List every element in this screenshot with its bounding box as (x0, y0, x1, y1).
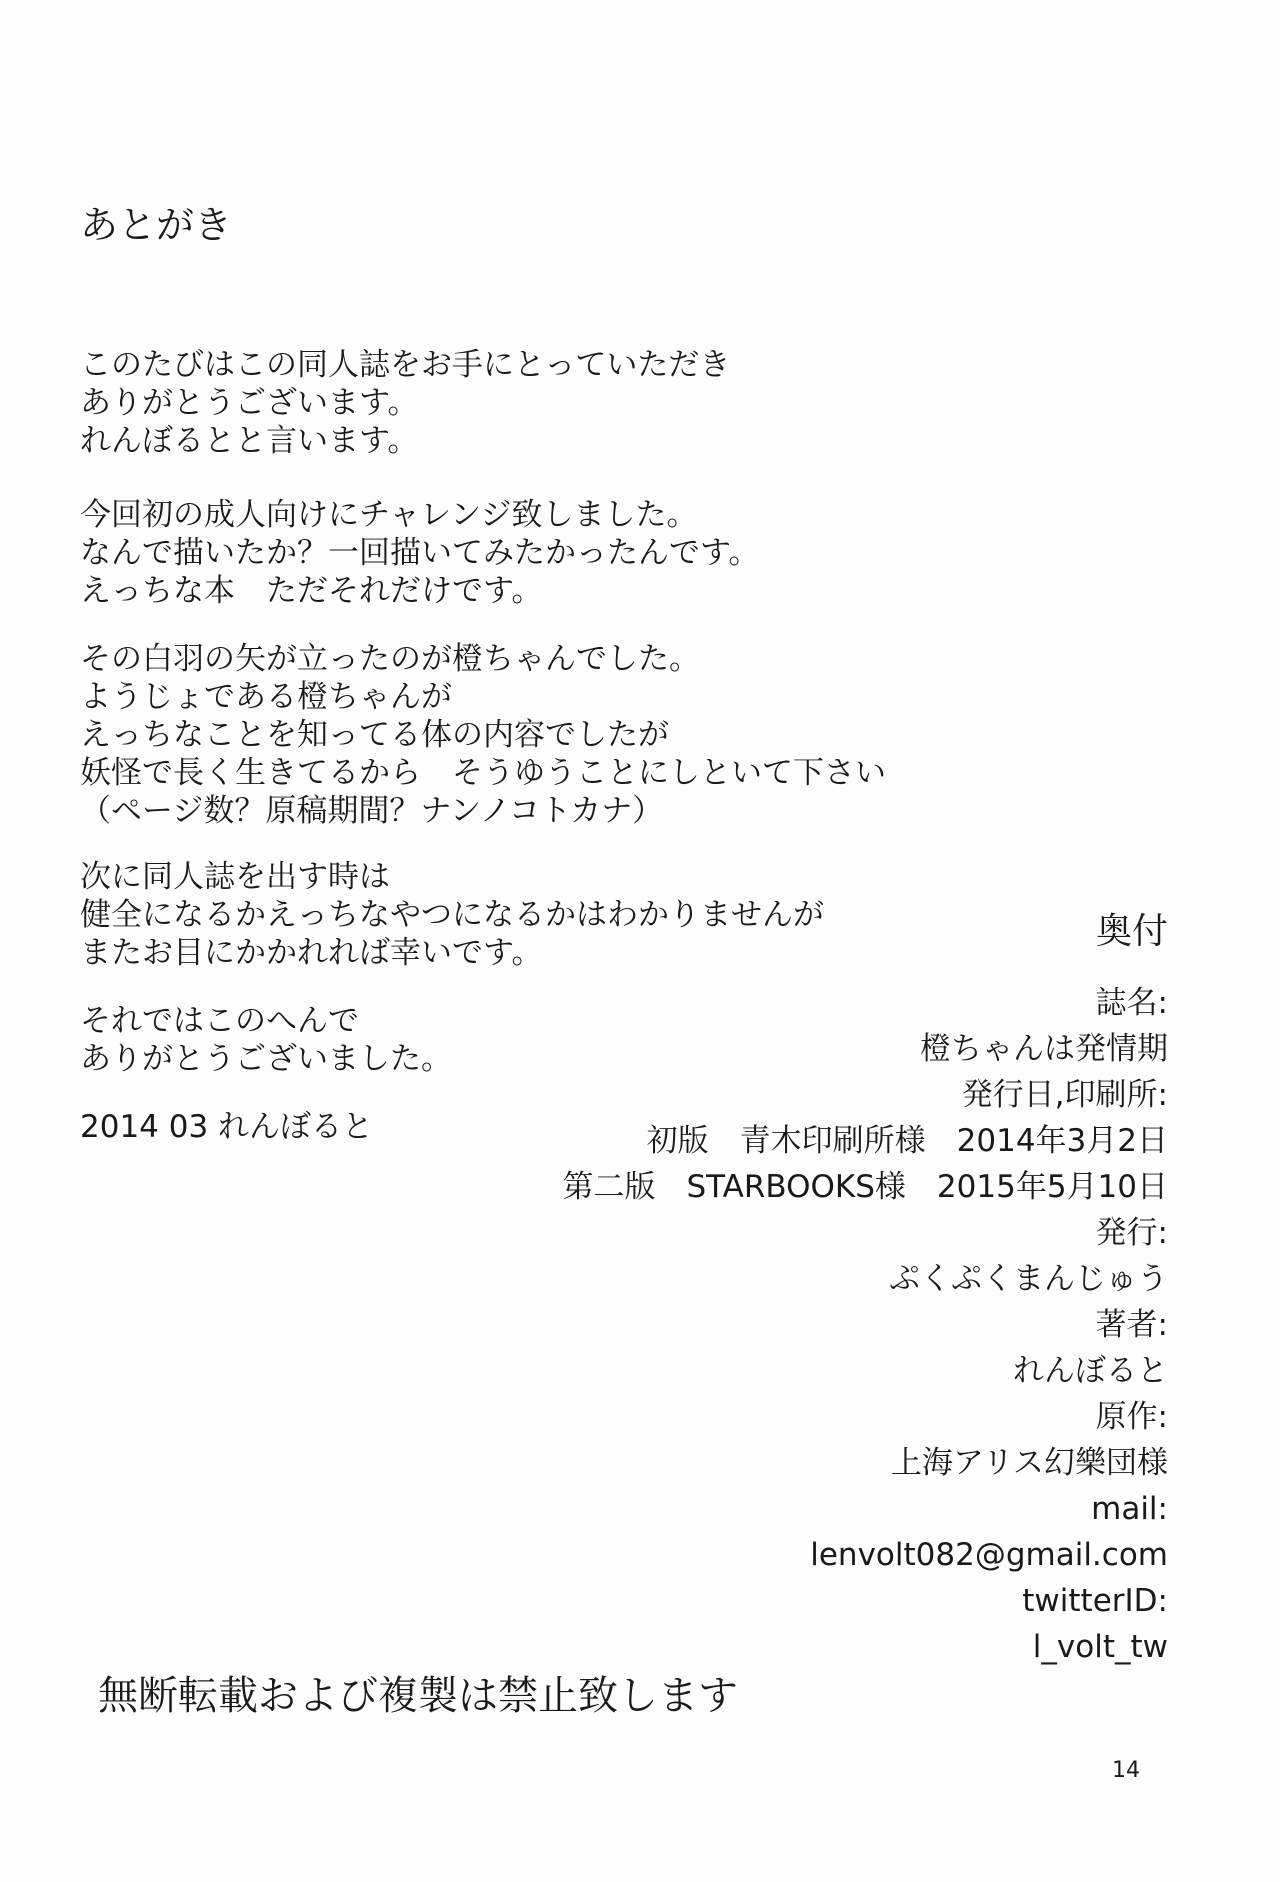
afterword-line: えっちなことを知ってる体の内容でしたが (80, 717, 669, 753)
afterword-heading: あとがき (80, 203, 233, 247)
colophon-value: 初版 青木印刷所様 2014年3月2日 (646, 1123, 1168, 1159)
afterword-line: このたびはこの同人誌をお手にとっていただき (80, 347, 731, 383)
afterword-line: ようじょである橙ちゃんが (80, 679, 452, 715)
afterword-line: えっちな本 ただそれだけです。 (80, 573, 543, 609)
afterword-line: 次に同人誌を出す時は (80, 859, 390, 895)
colophon-value: 第二版 STARBOOKS様 2015年5月10日 (562, 1169, 1168, 1205)
colophon-label: 発行: (1095, 1215, 1168, 1251)
colophon-value: 上海アリス幻樂団様 (890, 1445, 1168, 1481)
afterword-line: ありがとうございました。 (80, 1041, 452, 1077)
afterword-line: ありがとうございます。 (80, 385, 419, 421)
afterword-line: 健全になるかえっちなやつになるかはわかりませんが (80, 897, 824, 933)
colophon-label: 誌名: (1095, 985, 1168, 1021)
colophon-email: lenvolt082@gmail.com (810, 1537, 1168, 1573)
afterword-line: （ページ数？原稿期間？ナンノコトカナ） (80, 793, 664, 829)
colophon-label: mail: (1091, 1491, 1168, 1527)
afterword-line: 今回初の成人向けにチャレンジ致しました。 (80, 497, 698, 533)
colophon-title: 奥付 (1095, 911, 1168, 952)
afterword-signature: 2014 03 れんぼると (80, 1109, 374, 1145)
copyright-notice: 無断転載および複製は禁止致します (98, 1673, 738, 1719)
afterword-line: れんぼるとと言います。 (80, 423, 419, 459)
afterword-line: またお目にかかれれば幸いです。 (80, 935, 543, 971)
colophon-label: twitterID: (1022, 1583, 1168, 1619)
colophon-label: 発行日,印刷所: (961, 1077, 1168, 1113)
afterword-line: それではこのへんで (80, 1003, 359, 1039)
afterword-line: 妖怪で長く生きてるから そうゆうことにしといて下さい (80, 755, 886, 791)
colophon-value: 橙ちゃんは発情期 (920, 1031, 1168, 1067)
colophon-value: ぷくぷくまんじゅう (889, 1261, 1168, 1297)
afterword-line: なんで描いたか？一回描いてみたかったんです。 (80, 535, 760, 571)
colophon-label: 原作: (1095, 1399, 1168, 1435)
afterword-line: その白羽の矢が立ったのが橙ちゃんでした。 (80, 641, 700, 677)
colophon-twitter-id: l_volt_tw (1032, 1629, 1168, 1665)
colophon-value: れんぼると (1013, 1353, 1168, 1389)
page-number: 14 (1112, 1758, 1140, 1783)
colophon-label: 著者: (1095, 1307, 1168, 1343)
